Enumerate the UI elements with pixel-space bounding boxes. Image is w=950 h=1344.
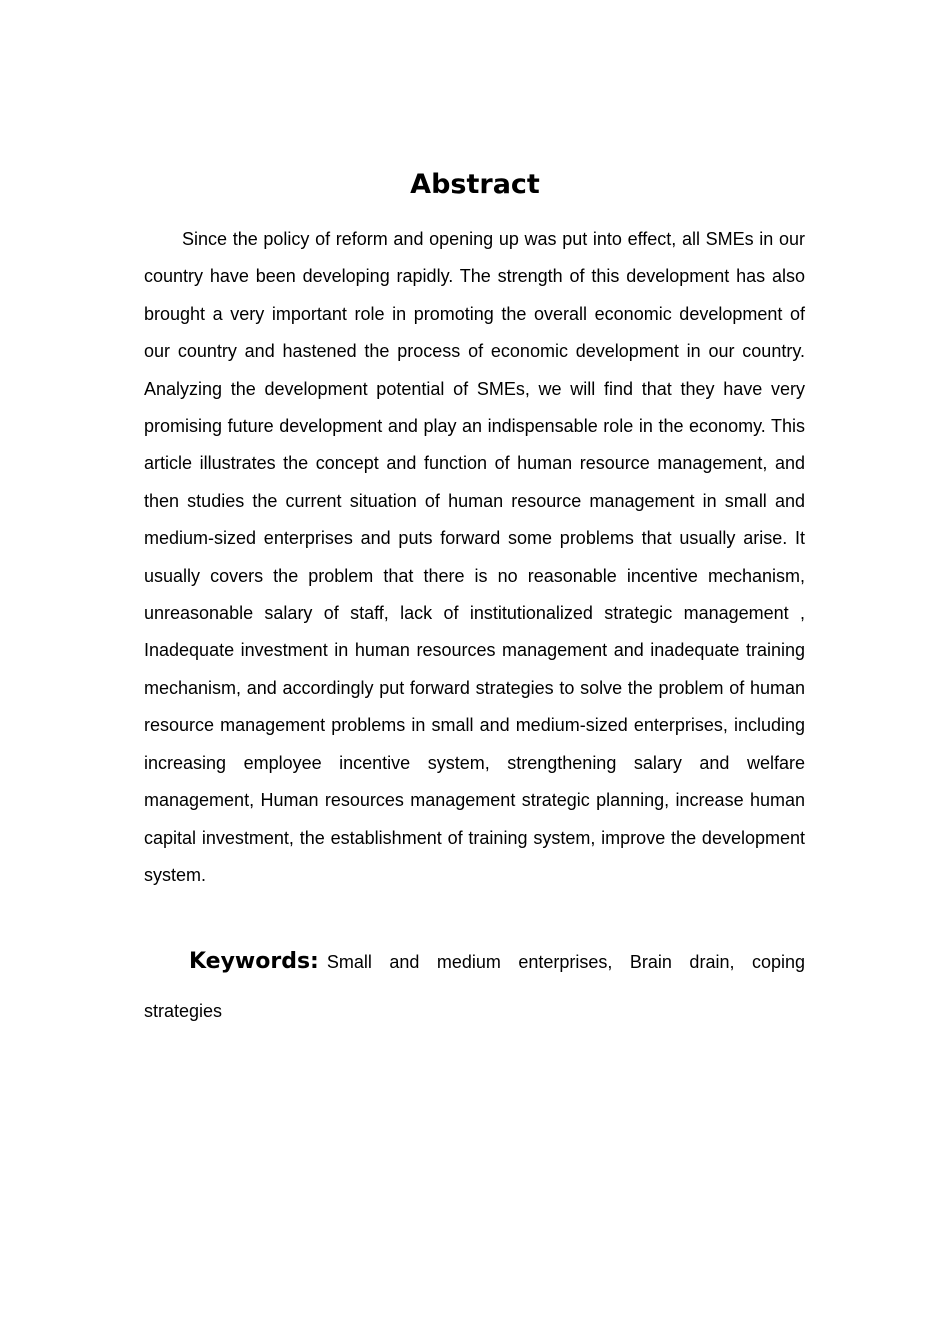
abstract-title: Abstract	[410, 169, 540, 200]
keywords-text: Small and medium enterprises, Brain drain, coping strategies	[144, 952, 805, 1021]
keywords-paragraph	[144, 937, 805, 1036]
keywords-label: Keywords:	[189, 949, 319, 974]
abstract-body-paragraph: Since the policy of reform and opening up was put into effect, all SMEs in our country have been developing rapidly. The strength of this development has also brought a very important role in promoting the overall economic development of our country and hastened the process of economic development in our country. Analyzing the development potential of SMEs, we will find that they have very promising future development and play an indispensable role in the economy. This article illustrates the concept and function of human resource management, and then studies the current situation of human resource management in small and medium-sized enterprises and puts forward some problems that usually arise. It usually covers the problem that there is no reasonable incentive mechanism, unreasonable salary of staff, lack of institutionalized strategic management , Inadequate investment in human resources management and inadequate training mechanism, and accordingly put forward strategies to solve the problem of human resource management problems in small and medium-sized enterprises, including increasing employee incentive system, strengthening salary and welfare management, Human resources management strategic planning, increase human capital investment, the establishment of training system, improve the development system.	[144, 229, 805, 885]
